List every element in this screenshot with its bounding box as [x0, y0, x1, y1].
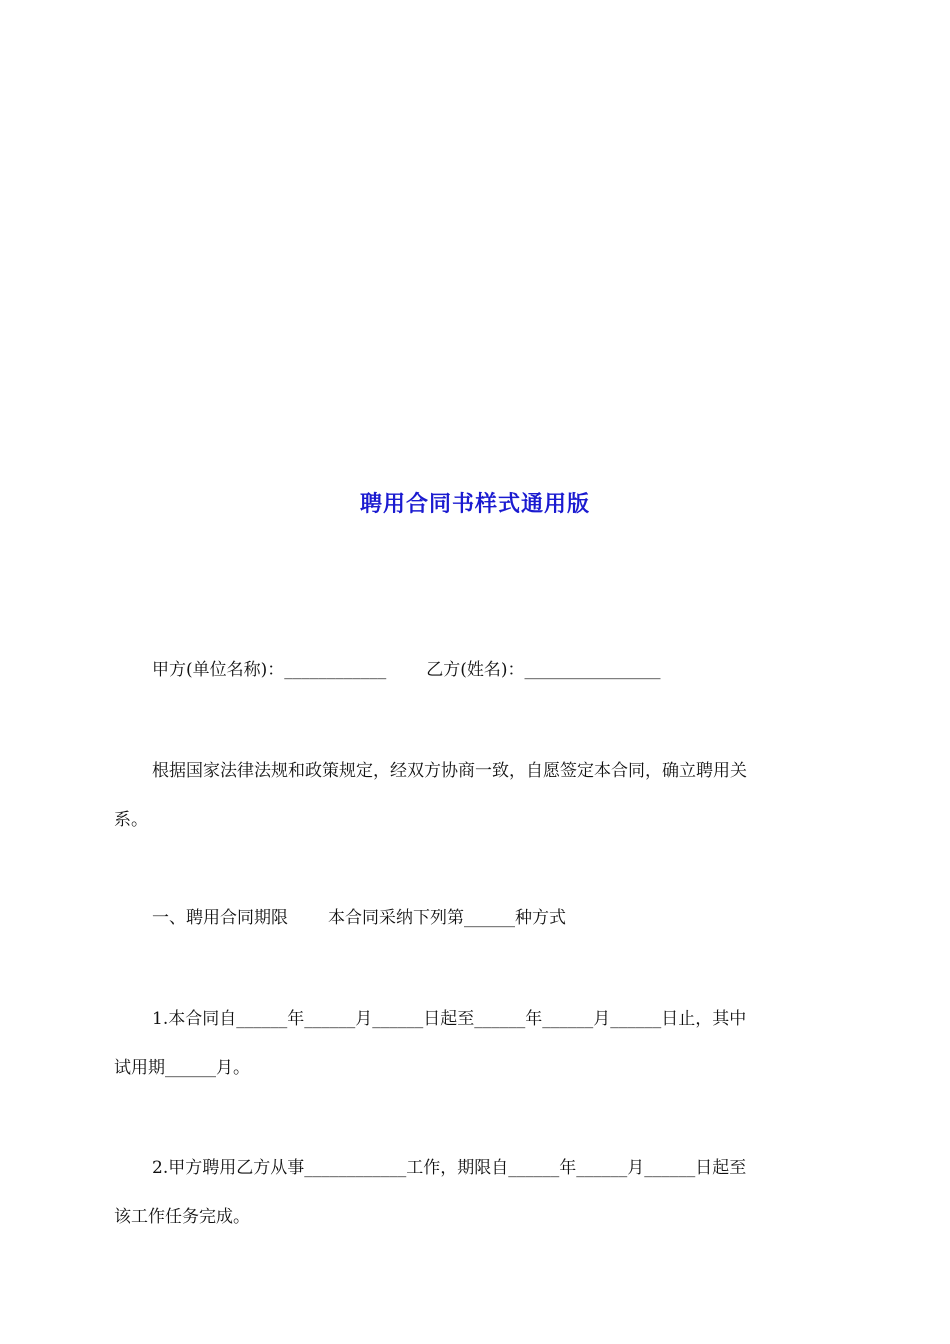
party-b-blank: ________________: [524, 660, 661, 680]
item1-line-1: 1.本合同自______年______月______日起至______年______月______日止，其中: [152, 1009, 747, 1029]
item2-line-2: 该工作任务完成。: [114, 1207, 250, 1227]
item1-line-2: 试用期______月。: [114, 1058, 250, 1078]
party-a-label: 甲方(单位名称)：: [152, 660, 285, 680]
item2-line-1: 2.甲方聘用乙方从事____________工作，期限自______年______月______日起至: [152, 1158, 747, 1178]
intro-line-1: 根据国家法律法规和政策规定，经双方协商一致，自愿签定本合同，确立聘用关: [152, 761, 747, 781]
party-a-blank: ____________: [284, 660, 387, 680]
section1-text: 本合同采纳下列第______种方式: [328, 908, 566, 928]
section1-line: [114, 906, 876, 930]
party-b-label: 乙方(姓名)：: [426, 660, 525, 680]
parties-line: [114, 658, 876, 682]
document-title: 聘用合同书样式通用版: [359, 491, 590, 517]
section1-heading: 一、聘用合同期限: [152, 908, 288, 928]
intro-line-2: 系。: [114, 810, 148, 830]
